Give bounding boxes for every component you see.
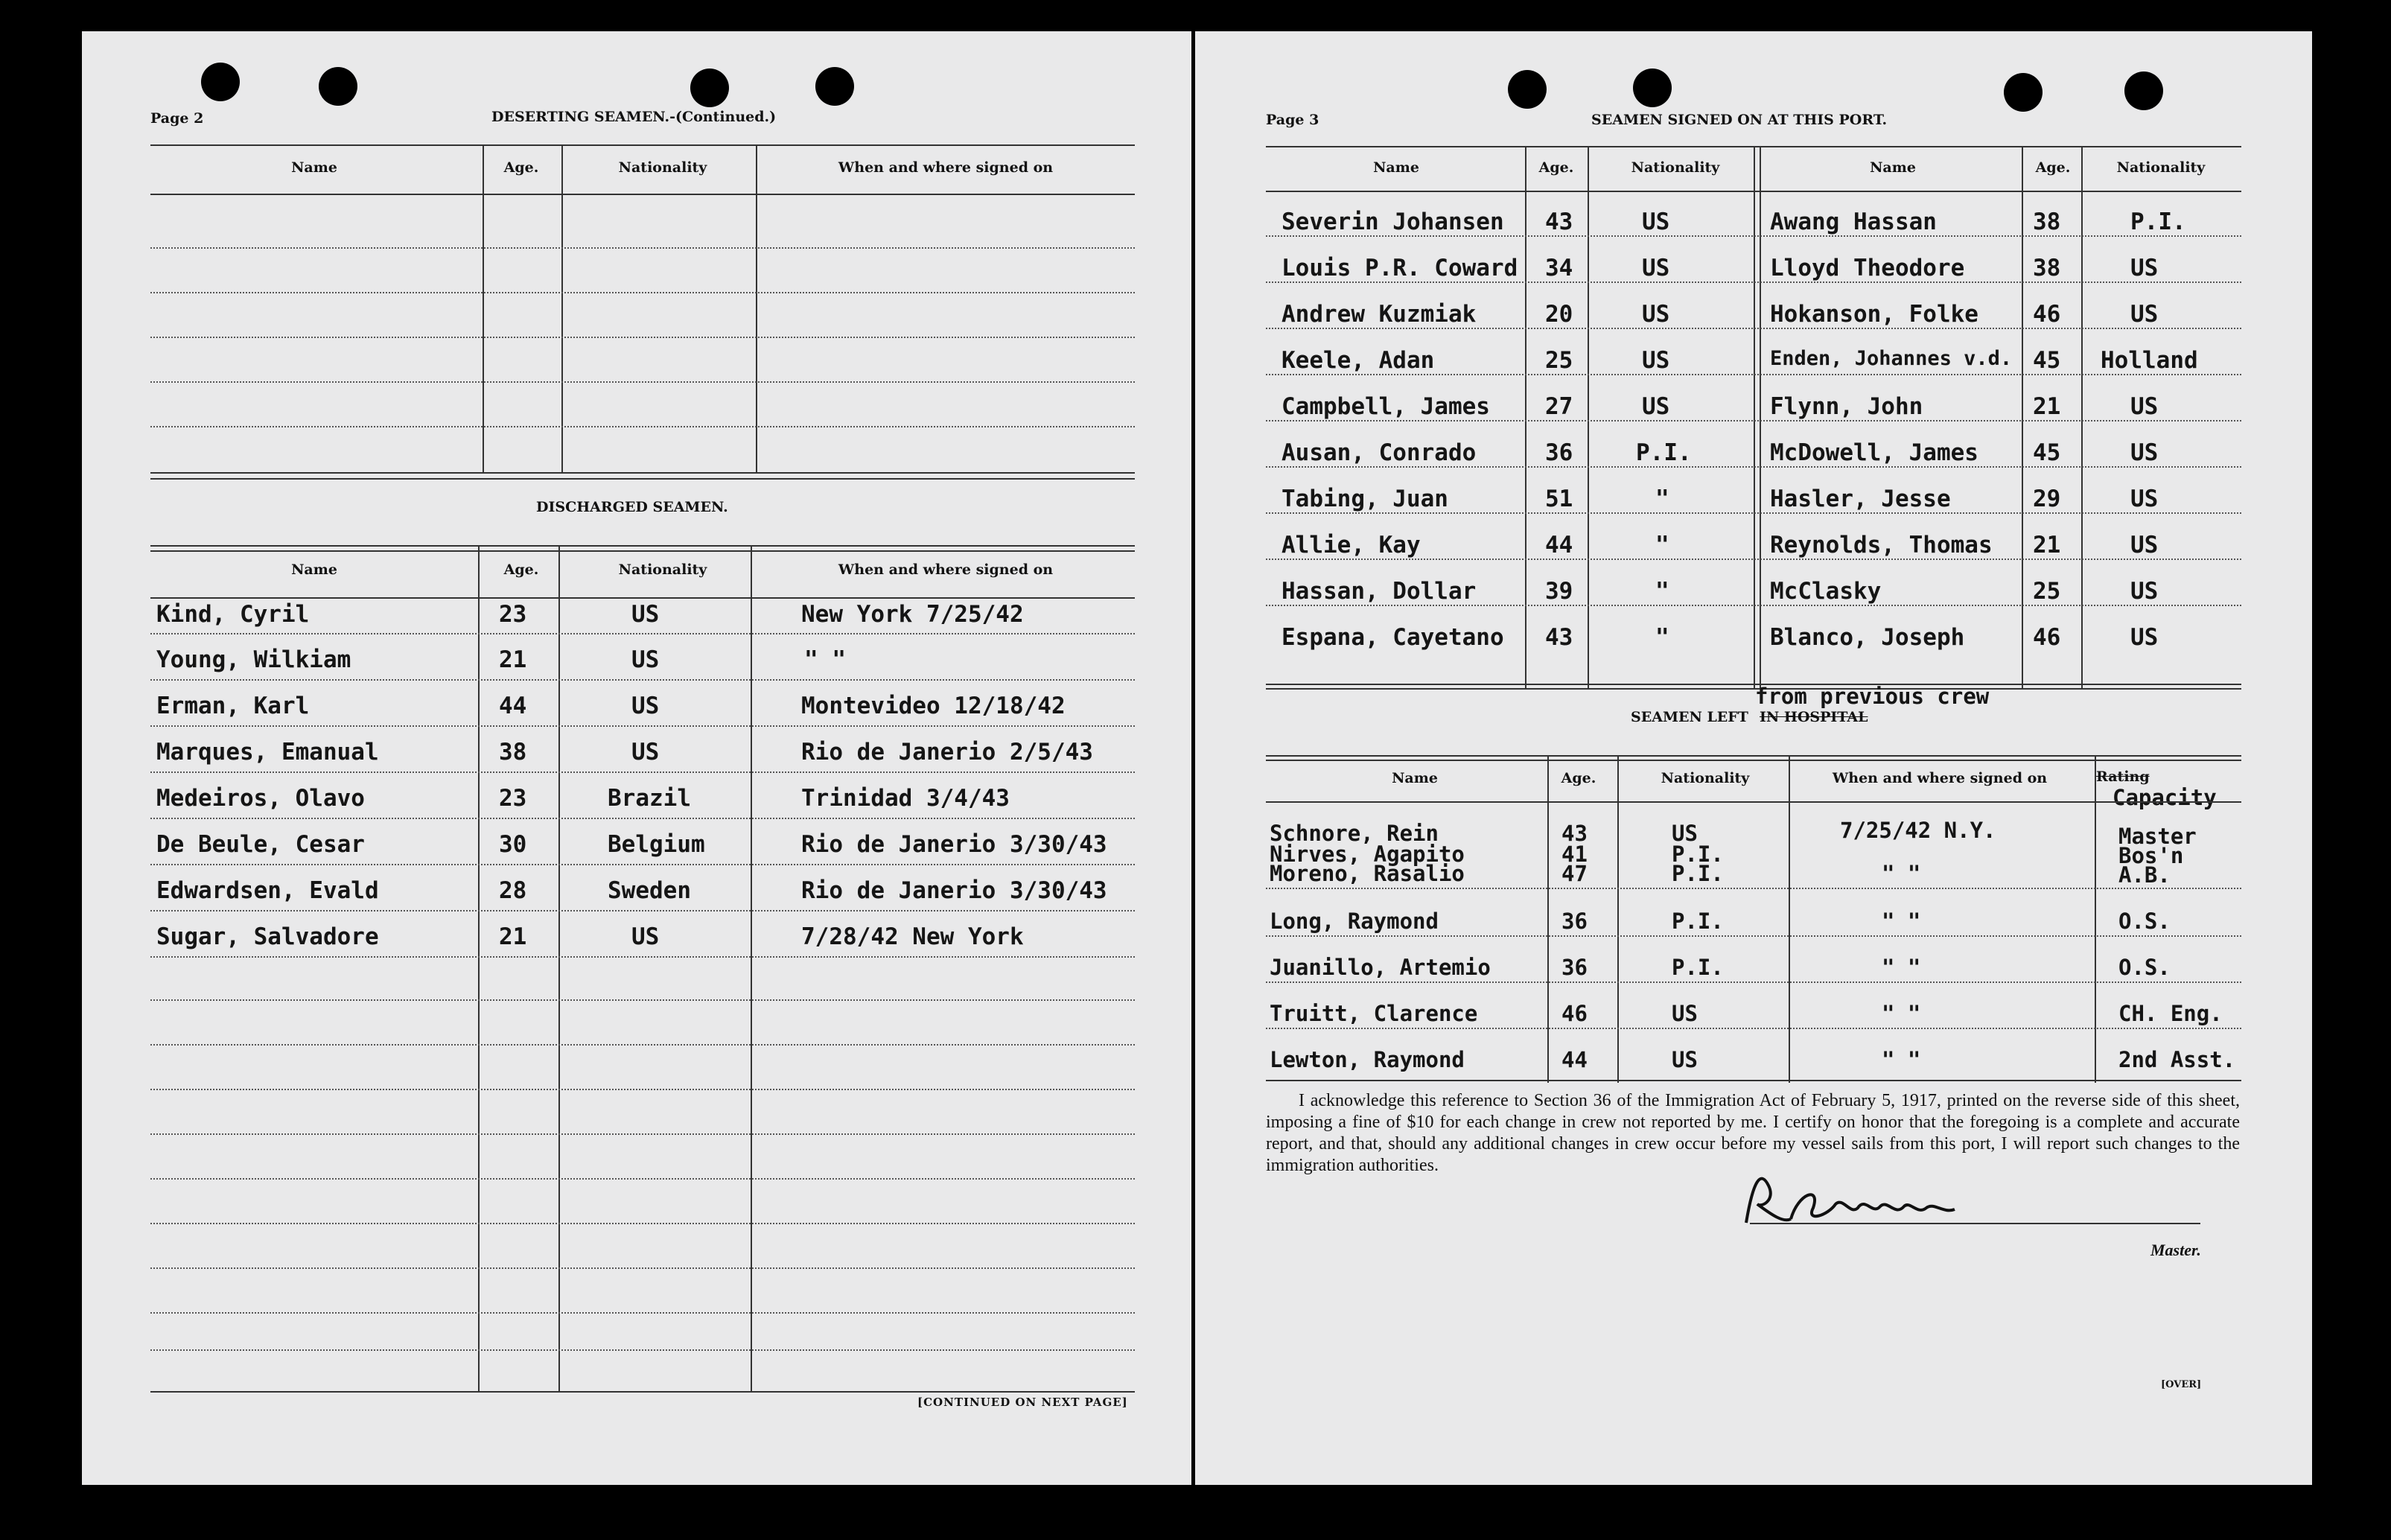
col-header-name: Name — [291, 159, 337, 176]
row-name: Espana, Cayetano — [1282, 624, 1504, 651]
row-capacity: O.S. — [2118, 909, 2171, 934]
row-nationality: Brazil — [608, 785, 691, 812]
continued-note: [CONTINUED ON NEXT PAGE] — [917, 1396, 1128, 1409]
row-age: 38 — [2033, 255, 2061, 281]
row-nationality: US — [631, 646, 660, 673]
row-name: Long, Raymond — [1270, 909, 1439, 934]
row-nationality: P.I. — [2130, 209, 2186, 235]
row-name: Nirves, Agapito — [1270, 841, 1465, 867]
row-name: Juanillo, Artemio — [1270, 955, 1491, 980]
punch-hole — [319, 67, 357, 106]
row-age: 45 — [2033, 347, 2061, 374]
row-age: 21 — [2033, 393, 2061, 420]
row-age: 21 — [499, 646, 527, 673]
col-header-age: Age. — [503, 561, 539, 578]
row-capacity: A.B. — [2118, 862, 2171, 888]
section-title: SEAMEN SIGNED ON AT THIS PORT. — [1591, 112, 1888, 128]
row-nationality: " — [1655, 624, 1669, 651]
row-age: 46 — [2033, 624, 2061, 651]
col-header-age: Age. — [2035, 159, 2071, 176]
row-name: Flynn, John — [1770, 393, 1923, 420]
row-name: Schnore, Rein — [1270, 821, 1439, 846]
row-age: 46 — [2033, 301, 2061, 328]
row-age: 23 — [499, 785, 527, 812]
col-header-age: Age. — [503, 159, 539, 176]
row-nationality: US — [631, 923, 660, 950]
row-name: Erman, Karl — [156, 693, 310, 719]
row-name: Lewton, Raymond — [1270, 1047, 1465, 1072]
row-nationality: US — [1642, 301, 1670, 328]
col-header-signed: When and where signed on — [838, 561, 1054, 578]
row-age: 25 — [2033, 578, 2061, 605]
capacity-label: Capacity — [2113, 785, 2217, 810]
acknowledgement: I acknowledge this reference to Section 36 of the Immigration Act of February 5, 1917, printed on the reverse side of this sheet, imposing a fine of $10 for each change in crew not reported by me. I certify on honor that the foregoing is a complete and accurate report, and that, should any additional changes in crew occur before my vessel sails from this port, I will report such changes to the immigration authorities. — [1266, 1091, 2240, 1175]
col-header-age: Age. — [1538, 159, 1574, 176]
col-header-nationality: Nationality — [618, 561, 707, 578]
row-name: Moreno, Rasalio — [1270, 861, 1465, 886]
row-nationality: " — [1655, 532, 1669, 559]
row-name: McClasky — [1770, 578, 1882, 605]
row-age: 21 — [499, 923, 527, 950]
row-nationality: US — [1642, 347, 1670, 374]
row-signed: " " — [804, 646, 846, 673]
row-age: 39 — [1545, 578, 1573, 605]
punch-hole — [690, 69, 729, 107]
row-age: 20 — [1545, 301, 1573, 328]
row-signed: " " — [1882, 955, 1921, 980]
row-nationality: P.I. — [1672, 861, 1724, 886]
row-signed: " " — [1882, 909, 1921, 934]
row-nationality: " — [1655, 578, 1669, 605]
row-nationality: US — [1642, 393, 1670, 420]
row-age: 43 — [1545, 209, 1573, 235]
row-age: 44 — [1561, 1047, 1588, 1072]
row-signed: Trinidad 3/4/43 — [801, 785, 1010, 812]
row-capacity: CH. Eng. — [2118, 1001, 2223, 1026]
row-nationality: US — [1642, 209, 1670, 235]
row-age: 23 — [499, 601, 527, 628]
col-header-name: Name — [291, 561, 337, 578]
row-capacity: 2nd Asst. — [2118, 1047, 2236, 1072]
row-signed: 7/28/42 New York — [801, 923, 1024, 950]
page-label: Page 2 — [150, 110, 204, 127]
row-name: Severin Johansen — [1282, 209, 1504, 235]
punch-hole — [201, 63, 240, 101]
row-signed: Rio de Janerio 2/5/43 — [801, 739, 1093, 766]
row-age: 38 — [2033, 209, 2061, 235]
row-name: Marques, Emanual — [156, 739, 379, 766]
row-nationality: US — [1672, 1047, 1698, 1072]
struck-title: IN HOSPITAL — [1760, 709, 1868, 725]
row-signed: " " — [1882, 1001, 1921, 1026]
row-nationality: US — [2130, 393, 2159, 420]
row-age: 21 — [2033, 532, 2061, 559]
col-header-nationality: Nationality — [1631, 159, 1720, 176]
row-nationality: US — [2130, 532, 2159, 559]
row-capacity: O.S. — [2118, 955, 2171, 980]
row-age: 30 — [499, 831, 527, 858]
row-nationality: Sweden — [608, 877, 691, 904]
row-age: 25 — [1545, 347, 1573, 374]
row-name: McDowell, James — [1770, 439, 1978, 466]
row-nationality: US — [631, 739, 660, 766]
row-nationality: Holland — [2101, 347, 2198, 374]
punch-hole — [2004, 73, 2043, 112]
row-name: Hasler, Jesse — [1770, 486, 1951, 512]
row-age: 27 — [1545, 393, 1573, 420]
row-age: 43 — [1561, 821, 1588, 846]
row-nationality: P.I. — [1672, 909, 1724, 934]
row-capacity: Master — [2118, 824, 2197, 849]
section-title: DESERTING SEAMEN.-(Continued.) — [491, 109, 777, 125]
row-name: Keele, Adan — [1282, 347, 1435, 374]
row-nationality: US — [2130, 439, 2159, 466]
right-page — [1195, 31, 2312, 1485]
row-name: Kind, Cyril — [156, 601, 310, 628]
row-name: Awang Hassan — [1770, 209, 1937, 235]
row-nationality: Belgium — [608, 831, 705, 858]
row-nationality: US — [631, 693, 660, 719]
row-name: Sugar, Salvadore — [156, 923, 379, 950]
row-name: Tabing, Juan — [1282, 486, 1448, 512]
row-nationality: US — [1642, 255, 1670, 281]
row-age: 46 — [1561, 1001, 1588, 1026]
row-name: Truitt, Clarence — [1270, 1001, 1478, 1026]
col-header-name: Name — [1392, 770, 1438, 786]
row-name: Young, Wilkiam — [156, 646, 351, 673]
page-label: Page 3 — [1266, 112, 1319, 128]
row-name: Reynolds, Thomas — [1770, 532, 1993, 559]
row-name: Andrew Kuzmiak — [1282, 301, 1477, 328]
punch-hole — [1633, 69, 1672, 107]
row-age: 41 — [1561, 841, 1588, 867]
row-age: 36 — [1561, 909, 1588, 934]
col-header-name: Name — [1373, 159, 1419, 176]
row-signed: New York 7/25/42 — [801, 601, 1024, 628]
signature — [1731, 1163, 1970, 1238]
col-header-nationality: Nationality — [2116, 159, 2206, 176]
row-name: Allie, Kay — [1282, 532, 1421, 559]
row-signed: Rio de Janerio 3/30/43 — [801, 831, 1107, 858]
col-header-nationality: Nationality — [1661, 770, 1750, 786]
left-title-typed: from previous crew — [1755, 684, 1990, 709]
row-age: 45 — [2033, 439, 2061, 466]
row-signed: Montevideo 12/18/42 — [801, 693, 1066, 719]
row-age: 44 — [1545, 532, 1573, 559]
row-age: 28 — [499, 877, 527, 904]
left-page — [82, 31, 1191, 1485]
col-header-signed: When and where signed on — [838, 159, 1054, 176]
row-name: De Beule, Cesar — [156, 831, 365, 858]
row-age: 51 — [1545, 486, 1573, 512]
row-signed: Rio de Janerio 3/30/43 — [801, 877, 1107, 904]
punch-hole — [2124, 71, 2163, 110]
row-nationality: P.I. — [1636, 439, 1692, 466]
struck-rating: Rating — [2096, 769, 2150, 785]
col-header-nationality: Nationality — [618, 159, 707, 176]
row-name: Medeiros, Olavo — [156, 785, 365, 812]
row-name: Lloyd Theodore — [1770, 255, 1965, 281]
row-age: 44 — [499, 693, 527, 719]
row-nationality: US — [2130, 624, 2159, 651]
row-name: Campbell, James — [1282, 393, 1490, 420]
row-nationality: US — [2130, 578, 2159, 605]
col-header-name: Name — [1870, 159, 1916, 176]
row-age: 43 — [1545, 624, 1573, 651]
row-age: 29 — [2033, 486, 2061, 512]
punch-hole — [815, 67, 854, 106]
row-nationality: US — [1672, 1001, 1698, 1026]
row-signed: " " — [1882, 861, 1921, 886]
row-capacity: Bos'n — [2118, 843, 2184, 868]
row-signed: 7/25/42 N.Y. — [1840, 818, 1996, 843]
col-header-signed: When and where signed on — [1832, 770, 2048, 786]
row-nationality: US — [1672, 821, 1698, 846]
row-nationality: P.I. — [1672, 955, 1724, 980]
row-name: Blanco, Joseph — [1770, 624, 1965, 651]
row-name: Ausan, Conrado — [1282, 439, 1477, 466]
row-name: Hokanson, Folke — [1770, 301, 1978, 328]
row-nationality: " — [1655, 486, 1669, 512]
signature-role: Master. — [2150, 1241, 2201, 1259]
row-age: 36 — [1561, 955, 1588, 980]
row-age: 47 — [1561, 861, 1588, 886]
row-name: Enden, Johannes v.d. — [1770, 347, 2013, 370]
row-nationality: US — [631, 601, 660, 628]
row-signed: " " — [1882, 1047, 1921, 1072]
row-nationality: P.I. — [1672, 841, 1724, 867]
row-age: 36 — [1545, 439, 1573, 466]
row-name: Hassan, Dollar — [1282, 578, 1477, 605]
row-nationality: US — [2130, 486, 2159, 512]
punch-hole — [1508, 70, 1547, 109]
over-label: [OVER] — [2161, 1379, 2202, 1390]
row-name: Edwardsen, Evald — [156, 877, 379, 904]
seamen-left-title: SEAMEN LEFT — [1631, 709, 1748, 725]
row-nationality: US — [2130, 301, 2159, 328]
row-nationality: US — [2130, 255, 2159, 281]
row-name: Louis P.R. Coward — [1282, 255, 1518, 281]
row-age: 34 — [1545, 255, 1573, 281]
row-age: 38 — [499, 739, 527, 766]
col-header-age: Age. — [1561, 770, 1596, 786]
discharged-title: DISCHARGED SEAMEN. — [536, 499, 728, 515]
